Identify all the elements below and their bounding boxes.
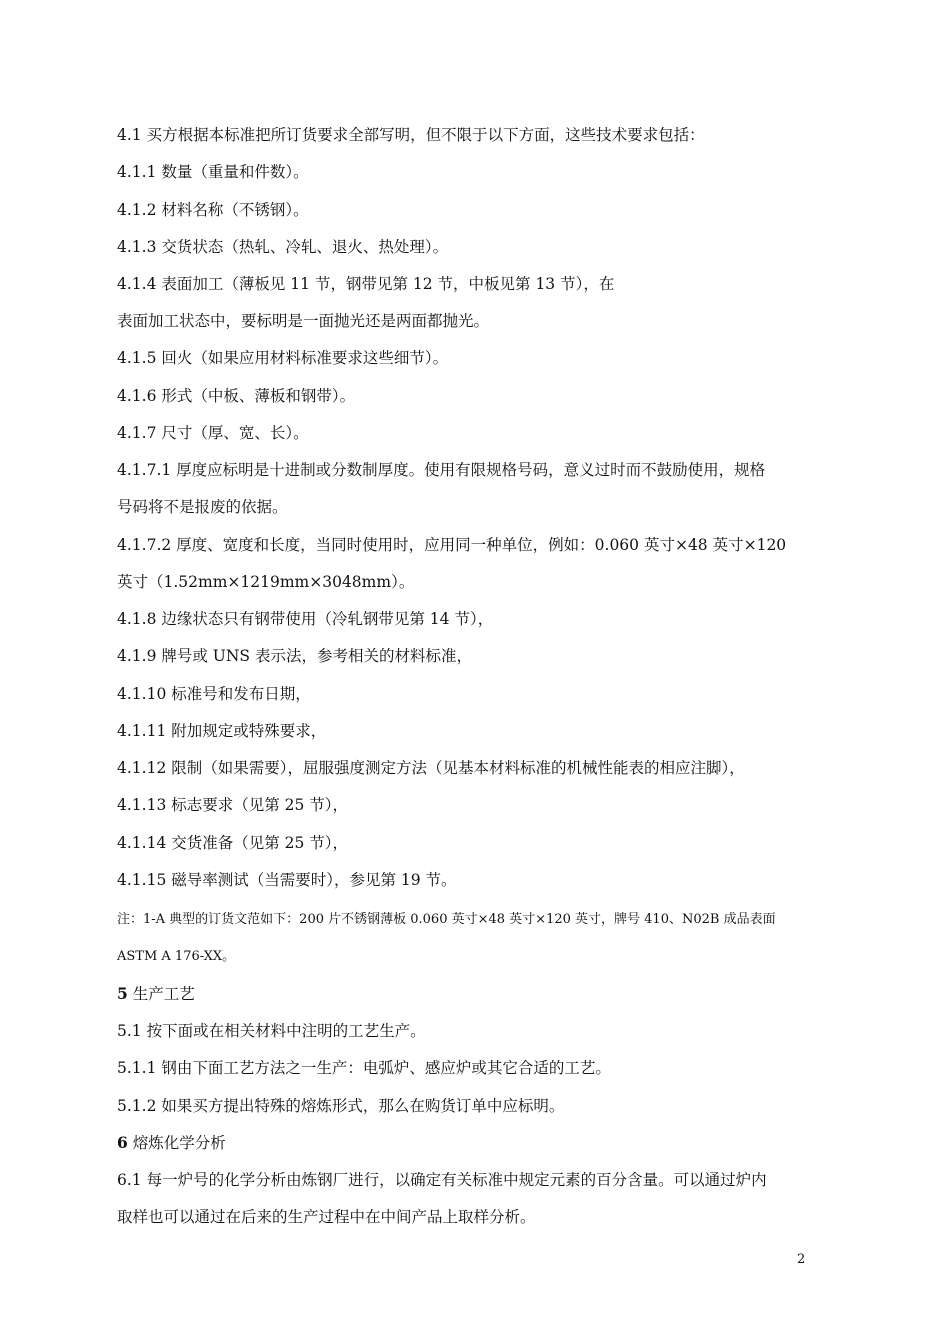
clause-6-1-cont: 取样也可以通过在后来的生产过程中在中间产品上取样分析。: [117, 1208, 536, 1226]
clause-6-1: 6.1 每一炉号的化学分析由炼钢厂进行，以确定有关标准中规定元素的百分含量。可以通过炉内: [117, 1171, 767, 1189]
section-6-title: 熔炼化学分析: [127, 1134, 226, 1152]
clause-4-1-7-2: 4.1.7.2 厚度、宽度和长度，当同时使用时，应用同一种单位，例如：0.060 英寸×48 英寸×120: [117, 536, 787, 554]
clause-4-1-1: 4.1.1 数量（重量和件数）。: [117, 163, 309, 181]
clause-5-1: 5.1 按下面或在相关材料中注明的工艺生产。: [117, 1022, 426, 1040]
section-5-heading: [117, 984, 817, 1004]
clause-4-1-12: 4.1.12 限制（如果需要），屈服强度测定方法（见基本材料标准的机械性能表的相应注脚），: [117, 759, 745, 777]
clause-4-1-4-cont: 表面加工状态中，要标明是一面抛光还是两面都抛光。: [117, 312, 490, 330]
page-number: 2: [797, 1252, 806, 1267]
clause-4-1: 4.1 买方根据本标准把所订货要求全部写明，但不限于以下方面，这些技术要求包括：: [117, 126, 705, 144]
section-6-number: 6: [117, 1133, 128, 1152]
clause-4-1-2: 4.1.2 材料名称（不锈钢）。: [117, 201, 309, 219]
clause-4-1-7-1-cont: 号码将不是报废的依据。: [117, 498, 288, 516]
clause-4-1-9: 4.1.9 牌号或 UNS 表示法，参考相关的材料标准，: [117, 647, 472, 665]
section-5-number: 5: [117, 984, 128, 1003]
clause-4-1-3: 4.1.3 交货状态（热轧、冷轧、退火、热处理）。: [117, 238, 449, 256]
clause-4-1-7-1: 4.1.7.1 厚度应标明是十进制或分数制厚度。使用有限规格号码，意义过时而不鼓励使用，规格: [117, 461, 766, 479]
clause-4-1-4: 4.1.4 表面加工（薄板见 11 节，钢带见第 12 节，中板见第 13 节），在: [117, 275, 615, 293]
clause-4-1-6: 4.1.6 形式（中板、薄板和钢带）。: [117, 387, 356, 405]
section-6-heading: [117, 1133, 817, 1153]
clause-4-1-11: 4.1.11 附加规定或特殊要求，: [117, 722, 327, 740]
note-line-1: 注：1-A 典型的订货文范如下：200 片不锈钢薄板 0.060 英寸×48 英寸×120 英寸，牌号 410、N02B 成品表面: [117, 912, 776, 927]
clause-4-1-5: 4.1.5 回火（如果应用材料标准要求这些细节）。: [117, 349, 449, 367]
clause-4-1-14: 4.1.14 交货准备（见第 25 节），: [117, 834, 349, 852]
clause-4-1-15: 4.1.15 磁导率测试（当需要时），参见第 19 节。: [117, 871, 457, 889]
section-5-title: 生产工艺: [127, 985, 195, 1003]
clause-5-1-1: 5.1.1 钢由下面工艺方法之一生产：电弧炉、感应炉或其它合适的工艺。: [117, 1059, 611, 1077]
clause-4-1-7: 4.1.7 尺寸（厚、宽、长）。: [117, 424, 309, 442]
clause-4-1-10: 4.1.10 标准号和发布日期，: [117, 685, 311, 703]
clause-4-1-7-2-cont: 英寸（1.52mm×1219mm×3048mm）。: [117, 573, 415, 591]
clause-4-1-8: 4.1.8 边缘状态只有钢带使用（冷轧钢带见第 14 节），: [117, 610, 494, 628]
clause-4-1-13: 4.1.13 标志要求（见第 25 节），: [117, 796, 349, 814]
clause-5-1-2: 5.1.2 如果买方提出特殊的熔炼形式，那么在购货订单中应标明。: [117, 1097, 565, 1115]
note-line-2: ASTM A 176-XX。: [117, 949, 236, 964]
